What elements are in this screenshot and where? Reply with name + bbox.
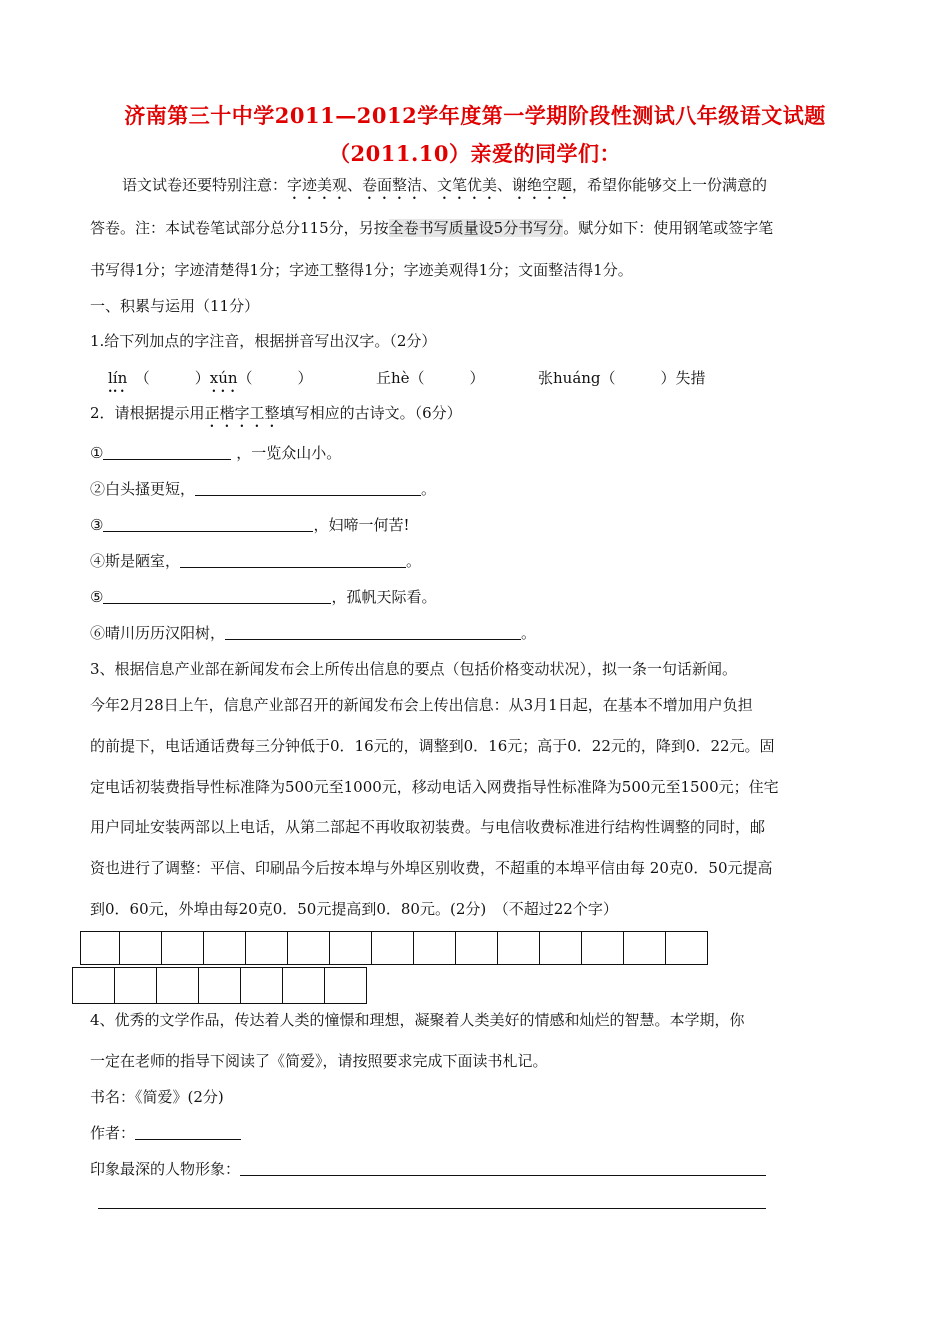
q1-item-qiuhe: 丘hè（ ） <box>376 369 485 387</box>
q3-para-line: 资也进行了调整：平信、印刷品今后按本埠与外埠区别收费，不超重的本埠平信由每 20克0．50元提高 <box>90 859 773 877</box>
answer-grid-row-2[interactable] <box>72 967 367 1004</box>
grid-cell[interactable] <box>582 931 624 965</box>
answer-blank[interactable] <box>103 588 331 604</box>
grid-cell[interactable] <box>372 931 414 965</box>
q1-item-zhanghuang: 张huáng（ ）失措 <box>538 369 706 387</box>
grid-cell[interactable] <box>81 931 120 965</box>
intro-line-1: 语文试卷还要特别注意：字迹美观、卷面整洁、文笔优美、谢绝空题，希望你能够交上一份满意的 <box>122 176 768 194</box>
q4-prompt-line-2: 一定在老师的指导下阅读了《简爱》，请按照要求完成下面读书札记。 <box>90 1052 548 1070</box>
q3-prompt: 3、根据信息产业部在新闻发布会上所传出信息的要点（包括价格变动状况），拟一条一句话新闻。 <box>90 660 738 678</box>
q1-item-lin-xun: lín （ ）xún（ ） <box>108 369 313 387</box>
exam-subtitle: （2011.10）亲爱的同学们： <box>329 141 621 166</box>
q2-line-6: ⑥晴川历历汉阳树， 。 <box>90 624 537 642</box>
grid-cell[interactable] <box>414 931 456 965</box>
q4-impression: 印象最深的人物形象： <box>90 1158 766 1179</box>
grid-cell[interactable] <box>283 967 325 1004</box>
exam-title: 济南第三十中学2011—2012学年度第一学期阶段性测试八年级语文试题 <box>124 103 826 128</box>
grid-cell[interactable] <box>330 931 372 965</box>
q3-para-line: 用户同址安装两部以上电话，从第二部起不再收取初装费。与电信收费标准进行结构性调整的同时，邮 <box>90 818 766 836</box>
grid-cell[interactable] <box>456 931 498 965</box>
intro-line-3: 书写得1分；字迹清楚得1分；字迹工整得1分；字迹美观得1分；文面整洁得1分。 <box>90 261 633 279</box>
grid-cell[interactable] <box>157 967 199 1004</box>
grid-cell[interactable] <box>162 931 204 965</box>
q3-para-line: 定电话初装费指导性标准降为500元至1000元，移动电话入网费指导性标准降为500元至1500元；住宅 <box>90 778 779 796</box>
grid-cell[interactable] <box>246 931 288 965</box>
emphasized-requirements: 字迹美观、卷面整洁、文笔优美、谢绝空题 <box>287 176 573 194</box>
grid-cell[interactable] <box>120 931 162 965</box>
q2-prompt: 2．请根据提示用正楷字工整填写相应的古诗文。（6分） <box>90 404 462 422</box>
impression-blank[interactable] <box>240 1160 766 1176</box>
author-blank[interactable] <box>135 1124 241 1140</box>
q2-line-2: ②白头搔更短， 。 <box>90 480 437 498</box>
grid-cell[interactable] <box>241 967 283 1004</box>
grid-cell[interactable] <box>73 967 115 1004</box>
answer-blank[interactable] <box>225 624 521 640</box>
highlighted-text: 全卷书写质量设5分书写分 <box>388 219 564 237</box>
q4-book-name: 书名：《简爱》(2分) <box>90 1088 224 1106</box>
q1-prompt: 1.给下列加点的字注音，根据拼音写出汉字。（2分） <box>90 332 437 350</box>
q3-para-line: 的前提下，电话通话费每三分钟低于0．16元的，调整到0．16元；高于0．22元的，降到0．22元。固 <box>90 737 775 755</box>
q2-line-1: ① ，一览众山小。 <box>90 444 342 462</box>
section-heading: 一、积累与运用（11分） <box>90 297 260 315</box>
q2-line-4: ④斯是陋室， 。 <box>90 552 422 570</box>
q3-para-line: 今年2月28日上午，信息产业部召开的新闻发布会上传出信息：从3月1日起，在基本不增加用户负担 <box>90 696 753 714</box>
grid-cell[interactable] <box>199 967 241 1004</box>
grid-cell[interactable] <box>540 931 582 965</box>
grid-cell[interactable] <box>666 931 708 965</box>
grid-cell[interactable] <box>498 931 540 965</box>
grid-cell[interactable] <box>204 931 246 965</box>
q4-prompt-line-1: 4、优秀的文学作品，传达着人类的憧憬和理想，凝聚着人类美好的情感和灿烂的智慧。本学期，你 <box>90 1011 745 1029</box>
answer-blank[interactable] <box>103 516 313 532</box>
answer-blank[interactable] <box>103 444 231 460</box>
answer-grid-row-1[interactable] <box>80 931 708 965</box>
answer-blank[interactable] <box>195 480 421 496</box>
answer-blank[interactable] <box>180 552 406 568</box>
grid-cell[interactable] <box>624 931 666 965</box>
q4-author: 作者： <box>90 1122 241 1143</box>
q3-para-line: 到0．60元，外埠由每20克0．50元提高到0．80元。(2分) （不超过22个字） <box>90 900 618 918</box>
q2-line-5: ⑤ ，孤帆天际看。 <box>90 588 437 606</box>
intro-line-2: 答卷。注：本试卷笔试部分总分115分，另按全卷书写质量设5分书写分。赋分如下：使用钢笔或签字笔 <box>90 219 774 237</box>
q2-line-3: ③ ，妇啼一何苦! <box>90 516 410 534</box>
grid-cell[interactable] <box>288 931 330 965</box>
impression-continuation-line[interactable] <box>98 1208 766 1209</box>
grid-cell[interactable] <box>115 967 157 1004</box>
grid-cell[interactable] <box>325 967 367 1004</box>
